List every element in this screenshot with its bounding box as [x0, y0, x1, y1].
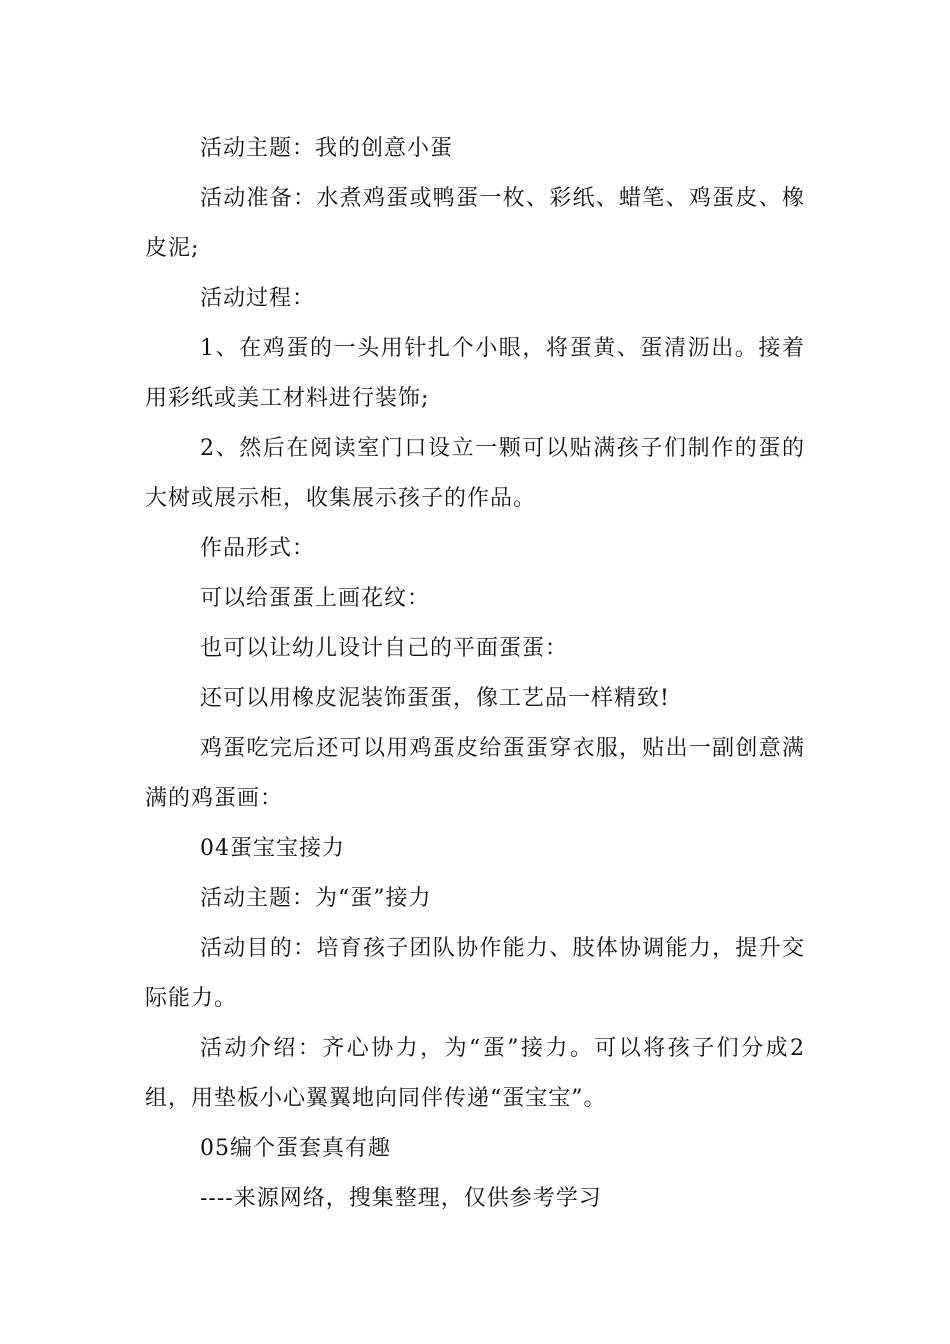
- activity-theme-line: 活动主题：我的创意小蛋: [200, 136, 454, 161]
- relay-introduction-paragraph: 活动介绍：齐心协力，为“蛋”接力。可以将孩子们分成2组，用垫板小心翼翼地向同伴传递“蛋宝宝”。: [145, 1036, 805, 1111]
- relay-purpose-paragraph: 活动目的：培育孩子团队协作能力、肢体协调能力，提升交际能力。: [145, 936, 805, 1011]
- activity-preparation-paragraph: 活动准备：水煮鸡蛋或鸭蛋一枚、彩纸、蜡笔、鸡蛋皮、橡皮泥;: [145, 186, 805, 261]
- source-note: ----来源网络，搜集整理，仅供参考学习: [200, 1186, 602, 1211]
- work-form-clay: 还可以用橡皮泥装饰蛋蛋，像工艺品一样精致!: [200, 686, 670, 711]
- activity-process-heading: 活动过程：: [200, 286, 316, 311]
- eggshell-painting-paragraph: 鸡蛋吃完后还可以用鸡蛋皮给蛋蛋穿衣服，贴出一副创意满满的鸡蛋画：: [145, 736, 805, 811]
- process-step-1: 1、在鸡蛋的一头用针扎个小眼，将蛋黄、蛋清沥出。接着用彩纸或美工材料进行装饰;: [145, 336, 805, 411]
- relay-theme-line: 活动主题：为“蛋”接力: [200, 886, 432, 911]
- document-body: [145, 124, 805, 1224]
- section-05-heading: 05编个蛋套真有趣: [200, 1136, 391, 1161]
- section-04-heading: 04蛋宝宝接力: [200, 836, 345, 861]
- work-forms-heading: 作品形式：: [200, 536, 316, 561]
- work-form-pattern: 可以给蛋蛋上画花纹：: [200, 586, 431, 611]
- process-step-2: 2、然后在阅读室门口设立一颗可以贴满孩子们制作的蛋的大树或展示柜，收集展示孩子的作品。: [145, 436, 805, 511]
- work-form-flat-design: 也可以让幼儿设计自己的平面蛋蛋：: [200, 636, 569, 661]
